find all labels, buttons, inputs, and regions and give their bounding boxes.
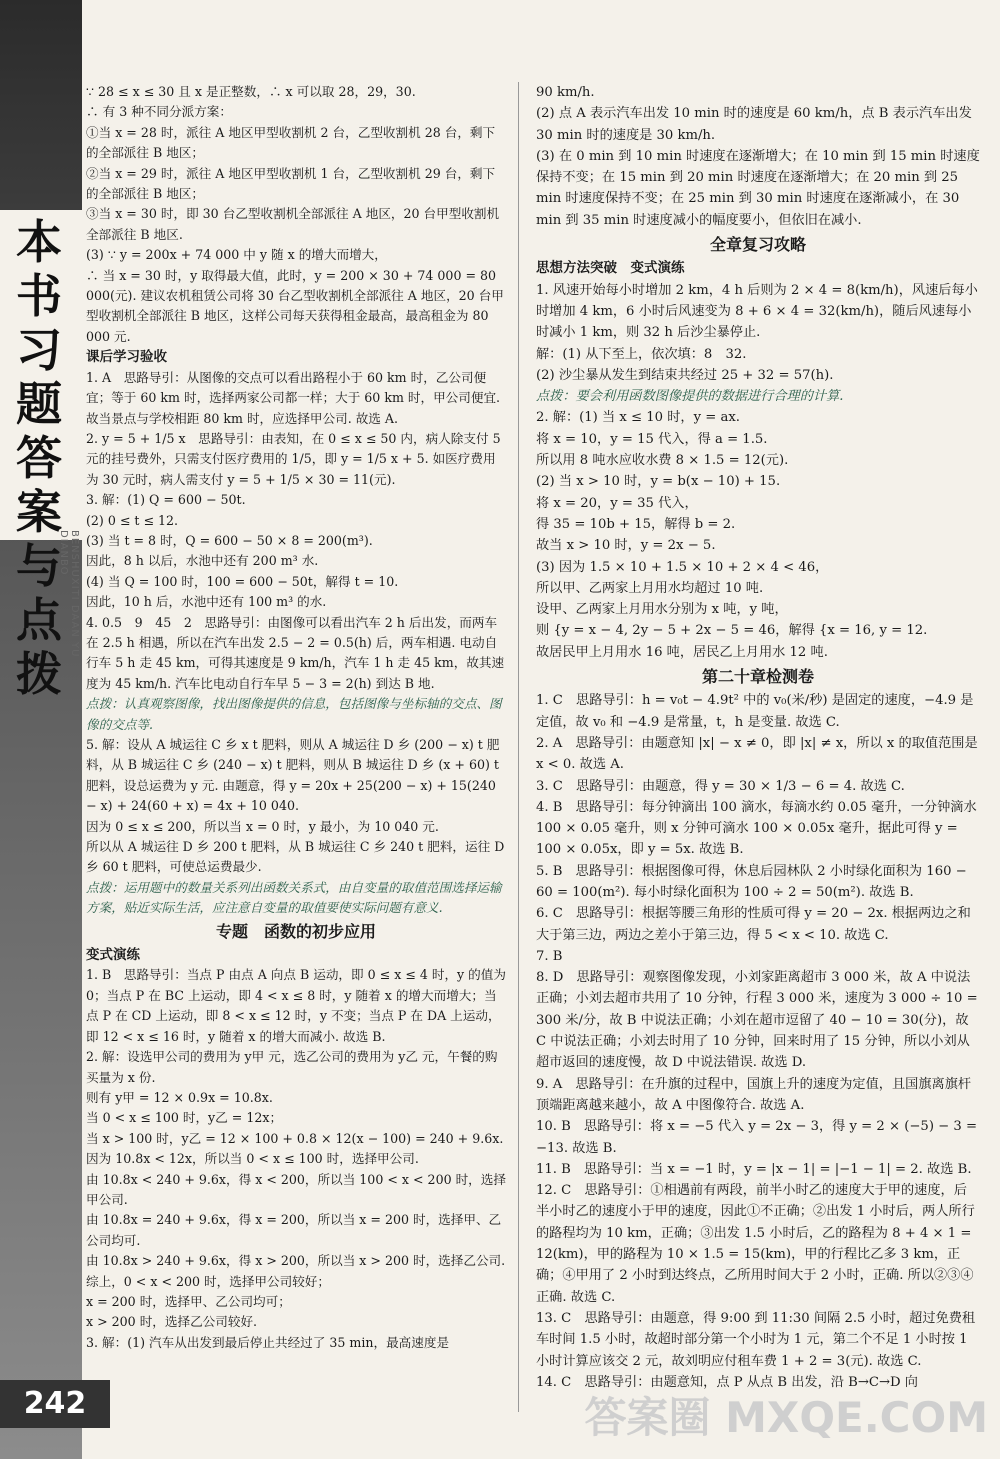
answer-line: ∴ 当 x = 30 时，y 取得最大值，此时，y = 200 × 30 + 74 000 = 80 000(元). 建议农机租赁公司将 30 台乙型收割机全部派往 A 地区，20 台甲型收割机全部派往 B 地区，这样公司每天获得租金最高，最高租金为 80 000 元. (86, 267, 504, 344)
answer-line: 因为 10.8x < 12x，所以当 0 < x ≤ 100 时，选择甲公司. (86, 1151, 419, 1167)
page-number: 242 (0, 1380, 110, 1428)
answer-line: 2. 解：设选甲公司的费用为 y甲 元，选乙公司的费用为 y乙 元，午餐的购买量为 x 份. (86, 1049, 498, 1085)
answer-line: ①当 x = 28 时，派往 A 地区甲型收割机 2 台，乙型收割机 28 台，剩下的全部派往 B 地区； (86, 124, 496, 161)
answer-line: 13. C 思路导引：由题意，得 9:00 到 11:30 间隔 2.5 小时，超过免费租车时间 1.5 小时，故超时部分第一个小时为 1 元，第二个不足 1 小时按 1 小时计算应该交 2 元，故刘明应付租车费 1 + 2 = 3(元). 故选 C. (536, 1310, 976, 1369)
answer-line: 得 35 = 10b + 15，解得 b = 2. (536, 516, 736, 532)
answer-line: ③当 x = 30 时，即 30 台乙型收割机全部派往 A 地区，20 台甲型收割机全部派往 B 地区. (86, 206, 500, 242)
answer-line: 10. B 思路导引：将 x = −5 代入 y = 2x − 3，得 y = 2 × (−5) − 3 = −13. 故选 B. (536, 1119, 978, 1156)
answer-line: x > 200 时，选择乙公司较好. (86, 1314, 258, 1330)
hint-note: 点拨：要会利用函数图像提供的数据进行合理的计算. (536, 389, 844, 405)
answer-line: x = 200 时，选择甲、乙公司均可； (86, 1293, 291, 1309)
hint-note: 点拨：运用题中的数量关系列出函数关系式，由自变量的取值范围选择运输方案，贴近实际生活，应注意自变量的取值要使实际问题有意义. (86, 879, 502, 916)
book-title: 本书习题答案与点拨 (16, 215, 62, 701)
answer-line: 1. 风速开始每小时增加 2 km，4 h 后则为 2 × 4 = 8(km/h)，风速后每小时增加 4 km，6 小时后风速变为 8 + 6 × 4 = 32(km/h)，随后风速每小时减小 1 km，则 32 h 后沙尘暴停止. (536, 282, 978, 341)
answer-line: 所以从 A 城运往 D 乡 200 t 肥料，从 B 城运往 C 乡 240 t 肥料，运往 D 乡 60 t 肥料，可使总运费最少. (86, 839, 505, 875)
watermark: 答案圈 MXQE.COM (584, 1393, 988, 1442)
answer-line: 9. A 思路导引：在升旗的过程中，国旗上升的速度为定值，且国旗离旗杆顶端距离越来越小，故 A 中图像符合. 故选 A. (536, 1076, 972, 1113)
answer-line: ∵ 28 ≤ x ≤ 30 且 x 是正整数，∴ x 可以取 28，29，30. (86, 84, 416, 99)
answer-line: 2. A 思路导引：由题意知 |x| − x ≠ 0，即 |x| ≠ x，所以 x 的取值范围是 x < 0. 故选 A. (536, 735, 978, 773)
answer-line: 11. B 思路导引：当 x = −1 时，y = |x − 1| = |−1 − 1| = 2. 故选 B. (536, 1161, 972, 1177)
book-subtitle: BENSHUXITI DAAN YU DIANBO (58, 530, 80, 658)
answer-line: 设甲、乙两家上月用水分别为 x 吨，y 吨， (536, 602, 788, 618)
answer-line: 故当 x > 10 时，y = 2x − 5. (536, 538, 716, 554)
answer-line: ②当 x = 29 时，派往 A 地区甲型收割机 1 台，乙型收割机 29 台，剩下的全部派往 B 地区； (86, 165, 496, 202)
answer-line: ∴ 有 3 种不同分派方案： (86, 104, 232, 120)
answer-line: 将 x = 10，y = 15 代入，得 a = 1.5. (536, 431, 768, 447)
right-column (536, 82, 980, 1393)
answer-line: (3) 因为 1.5 × 10 + 1.5 × 10 + 2 × 4 < 46， (536, 559, 829, 575)
answer-line: 由 10.8x > 240 + 9.6x，得 x > 200，所以当 x > 200 时，选择乙公司. (86, 1253, 506, 1269)
answer-line: 6. C 思路导引：根据等腰三角形的性质可得 y = 20 − 2x. 根据两边之和大于第三边，两边之差小于第三边，得 5 < x < 10. 故选 C. (536, 906, 971, 943)
answer-line: 7. B (536, 948, 563, 964)
column-divider (518, 82, 519, 1412)
answer-line: 由 10.8x < 240 + 9.6x，得 x < 200，所以当 100 < x < 200 时，选择甲公司. (86, 1171, 506, 1207)
answer-line: 5. B 思路导引：根据图像可得，休息后园林队 2 小时绿化面积为 160 − 60 = 100(m²). 每小时绿化面积为 100 ÷ 2 = 50(m²). 故选 B. (536, 863, 967, 900)
answer-line: 2. 解：(1) 当 x ≤ 10 时，y = ax. (536, 410, 740, 426)
answer-line: 综上，0 < x < 200 时，选择甲公司较好； (86, 1273, 330, 1289)
answer-line: 由 10.8x = 240 + 9.6x，得 x = 200，所以当 x = 200 时，选择甲、乙公司均可. (86, 1212, 502, 1248)
answer-line: 14. C 思路导引：由题意知，点 P 从点 B 出发，沿 B→C→D 向 (536, 1374, 918, 1390)
answer-line: 则 {y = x − 4, 2y − 5 + 2x − 5 = 46，解得 {x = 16, y = 12. (536, 623, 928, 639)
answer-line: 2. y = 5 + 1/5 x 思路导引：由表知，在 0 ≤ x ≤ 50 内，病人除支付 5 元的挂号费外，只需支付医疗费用的 1/5，即 y = 1/5 x + 5. 如医疗费用为 30 元时，病人需支付 y = 5 + 1/5 × 30 = 11(元). (86, 430, 501, 487)
answer-line: 3. C 思路导引：由题意，得 y = 30 × 1/3 − 6 = 4. 故选 C. (536, 778, 905, 794)
subsection-heading: 思想方法突破 变式演练 (536, 260, 685, 277)
answer-line: 4. 0.5 9 45 2 思路导引：由图像可以看出汽车 2 h 后出发，而两车在 2.5 h 相遇，所以在汽车出发 2.5 − 2 = 0.5(h) 后，两车相遇. 电动自行车 5 h 走 45 km，可得其速度是 9 km/h，汽车 1 h 走 45 km，故其速度为 45 km/h. 汽车比电动自行车早 5 − 3 = 2(h) 到达 B 地. (86, 614, 505, 691)
subsection-heading: 变式演练 (86, 947, 140, 964)
answer-line: 所以甲、乙两家上月用水均超过 10 吨. (536, 580, 764, 596)
subsection-heading: 课后学习验收 (86, 349, 167, 366)
answer-line: 5. 解：设从 A 城运往 C 乡 x t 肥料，则从 A 城运往 D 乡 (200 − x) t 肥料，从 B 城运往 C 乡 (240 − x) t 肥料，则从 B 城运往 D 乡 (x + 60) t 肥料，设总运费为 y 元. 由题意，得 y = 20x + 25(200 − x) + 15(240 − x) + 24(60 + x) = 4x + 10 040. (86, 737, 500, 814)
answer-line: (4) 当 Q = 100 时，100 = 600 − 50t，解得 t = 10. (86, 573, 399, 589)
answer-line: 因此，8 h 以后，水池中还有 200 m³ 水. (86, 553, 319, 569)
answer-line: 当 x > 100 时，y乙 = 12 × 100 + 0.8 × 12(x − 100) = 240 + 9.6x. (86, 1130, 504, 1146)
answer-line: 12. C 思路导引：①相遇前有两段，前半小时乙的速度大于甲的速度，后半小时乙的速度小于甲的速度，因此①不正确；②出发 1 小时后，两人所行的路程均为 10 km，正确；③出发 1.5 小时后，乙的路程为 8 + 4 × 1 = 12(km)，甲的路程为 10 × 1.5 = 15(km)，甲的行程比乙多 3 km，正确；④甲用了 2 小时到达终点，乙所用时间大于 2 小时，正确. 所以②③④正确. 故选 C. (536, 1183, 975, 1305)
answer-line: (2) 0 ≤ t ≤ 12. (86, 512, 179, 528)
answer-line: (3) ∵ y = 200x + 74 000 中 y 随 x 的增大而增大， (86, 247, 387, 263)
answer-line: 1. B 思路导引：当点 P 由点 A 向点 B 运动，即 0 ≤ x ≤ 4 时，y 的值为 0；当点 P 在 BC 上运动，即 4 < x ≤ 8 时，y 随着 x 的增大而增大；当点 P 在 CD 上运动，即 8 < x ≤ 12 时，y 不变；当点 P 在 DA 上运动，即 12 < x ≤ 16 时，y 随着 x 的增大而减小. 故选 B. (86, 967, 506, 1044)
answer-line: 将 x = 20，y = 35 代入， (536, 495, 698, 511)
answer-line: 90 km/h. (536, 85, 595, 100)
answer-line: 3. 解：(1) 汽车从出发到最后停止共经过了 35 min，最高速度是 (86, 1334, 450, 1350)
answer-line: 因为 0 ≤ x ≤ 200，所以当 x = 0 时，y 最小，为 10 040 元. (86, 818, 439, 834)
left-column (86, 82, 506, 1353)
answer-line: 8. D 思路导引：观察图像发现，小刘家距离超市 3 000 米，故 A 中说法正确；小刘去超市共用了 10 分钟，行程 3 000 米，速度为 3 000 ÷ 10 = 300 米/分，故 B 中说法正确；小刘在超市逗留了 40 − 10 = 30(分)，故 C 中说法正确；小刘去时用了 10 分钟，回来时用了 15 分钟，所以小刘从超市返回的速度慢，故 D 中说法错误. 故选 D. (536, 970, 978, 1071)
answer-line: 故居民甲上月用水 16 吨，居民乙上月用水 12 吨. (536, 644, 828, 660)
answer-line: 3. 解：(1) Q = 600 − 50t. (86, 492, 246, 508)
answer-line: (3) 当 t = 8 时，Q = 600 − 50 × 8 = 200(m³). (86, 532, 373, 548)
answer-line: 解：(1) 从下至上，依次填：8 32. (536, 346, 747, 362)
answer-line: 当 0 < x ≤ 100 时，y乙 = 12x； (86, 1110, 283, 1126)
answer-line: 1. C 思路导引：h = v₀t − 4.9t² 中的 v₀(米/秒) 是固定的速度，−4.9 是定值，故 v₀ 和 −4.9 是常量，t，h 是变量. 故选 C. (536, 693, 974, 730)
answer-line: 因此，10 h 后，水池中还有 100 m³ 的水. (86, 594, 327, 610)
hint-note: 点拨：认真观察图像，找出图像提供的信息，包括图像与坐标轴的交点、图像的交点等. (86, 696, 502, 732)
answer-line: 4. B 思路导引：每分钟滴出 100 滴水，每滴水约 0.05 毫升，一分钟滴水 100 × 0.05 毫升，则 x 分钟可滴水 100 × 0.05x 毫升，据此可得 y = 100 × 0.05x，即 y = 5x. 故选 B. (536, 799, 977, 858)
answer-line: 则有 y甲 = 12 × 0.9x = 10.8x. (86, 1089, 273, 1105)
answer-line: (2) 沙尘暴从发生到结束共经过 25 + 32 = 57(h). (536, 367, 834, 383)
answer-line: (2) 点 A 表示汽车出发 10 min 时的速度是 60 km/h，点 B 表示汽车出发 30 min 时的速度是 30 km/h. (536, 106, 972, 143)
section-heading: 全章复习攻略 (709, 235, 806, 255)
answer-line: 1. A 思路导引：从图像的交点可以看出路程小于 60 km 时，乙公司便宜；等于 60 km 时，选择两家公司都一样；大于 60 km 时，甲公司便宜. 故当景点与学校相距 80 km 时，应选择甲公司. 故选 A. (86, 369, 501, 426)
answer-line: 所以用 8 吨水应收水费 8 × 1.5 = 12(元). (536, 453, 789, 469)
section-heading: 专题 函数的初步应用 (215, 921, 376, 941)
answer-line: (2) 当 x > 10 时，y = b(x − 10) + 15. (536, 474, 781, 490)
section-heading: 第二十章检测卷 (701, 667, 814, 687)
answer-line: (3) 在 0 min 到 10 min 时速度在逐渐增大；在 10 min 到 15 min 时速度保持不变；在 15 min 到 20 min 时速度在逐渐增大；在 20 min 到 25 min 时速度保持不变；在 25 min 到 30 min 时速度在逐渐减小，在 30 min 到 35 min 时速度减小的幅度要小，但依旧在减小. (536, 148, 980, 228)
